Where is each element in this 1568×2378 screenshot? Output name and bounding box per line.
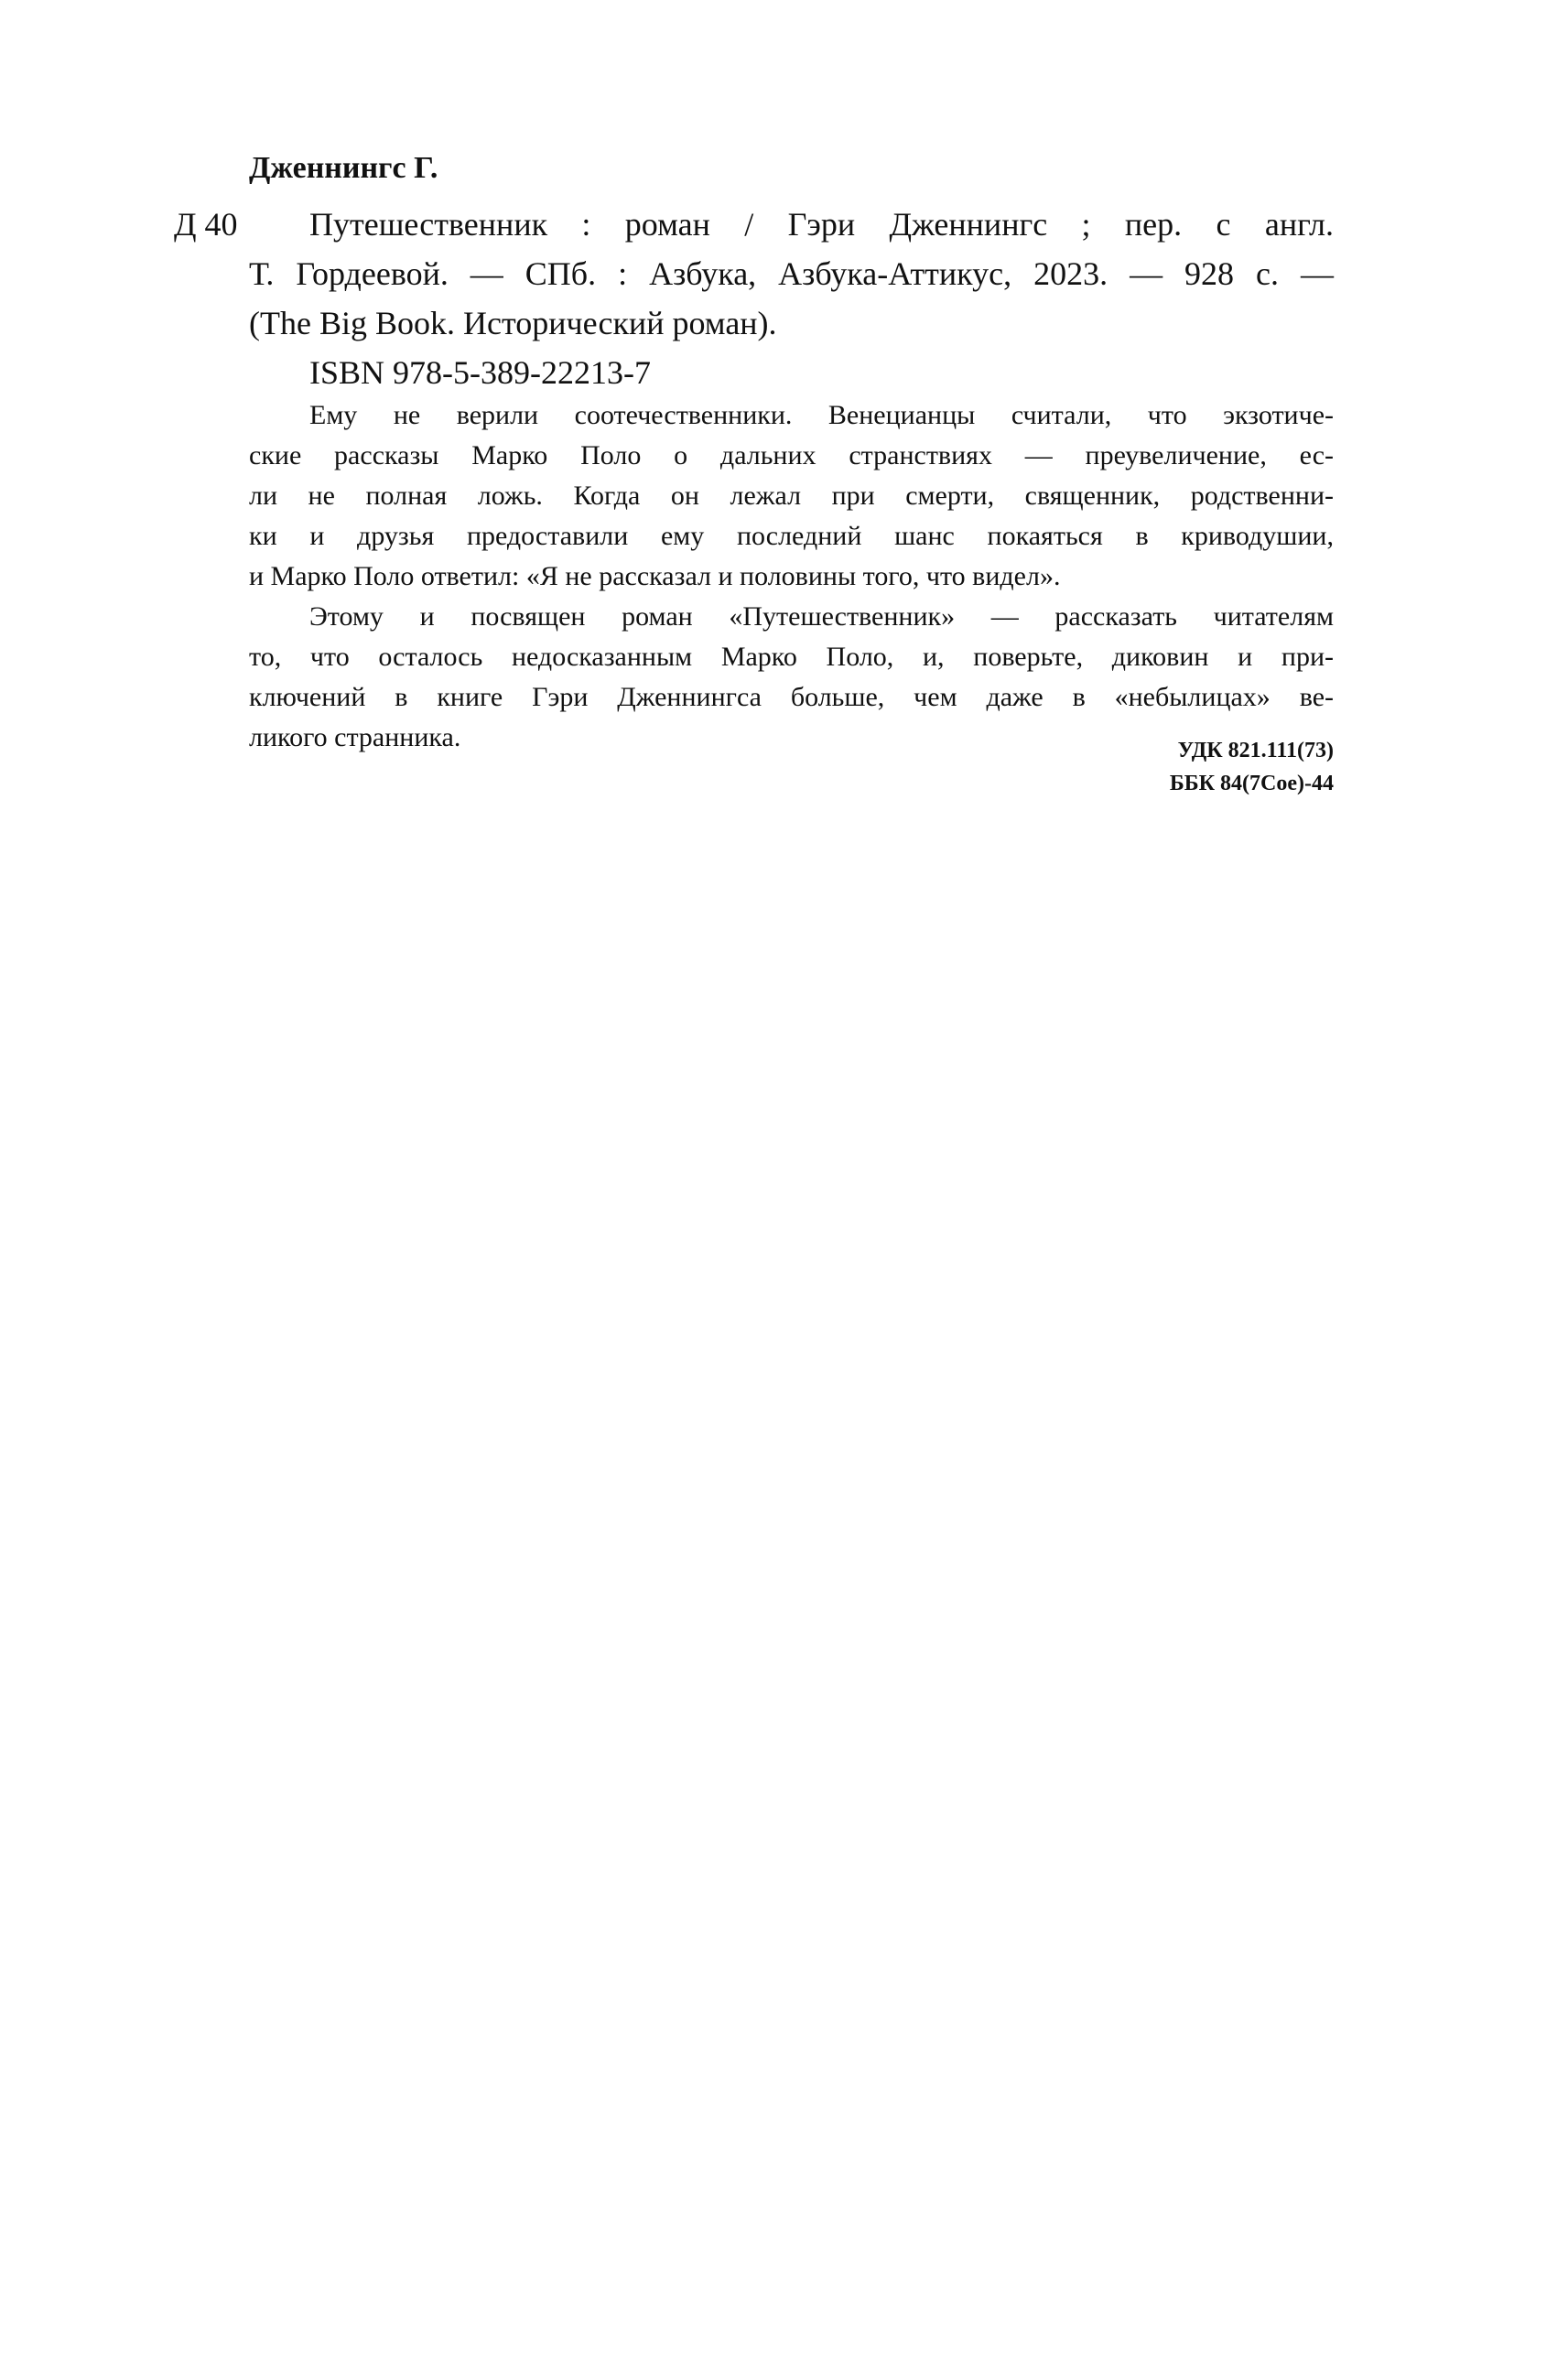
classification-codes [1170,734,1334,800]
udk-code: УДК 821.111(73) [1177,739,1334,762]
bib-line: (The Big Book. Исторический роман). [249,305,777,341]
bib-line: Путешественник : роман / Гэри Дженнингс ; пер. с англ. [309,206,1334,243]
bbk-code: ББК 84(7Сое)-44 [1169,772,1334,795]
annotation-line: ключений в книге Гэри Дженнингса больше, чем даже в «небылицах» ве- [249,682,1334,712]
author-heading: Дженнингс Г. [249,151,438,185]
annotation-line: ли не полная ложь. Когда он лежал при смерти, священник, родственни- [249,481,1334,511]
annotation-line: Ему не верили соотечественники. Венецианцы считали, что экзотиче- [309,400,1334,430]
author-mark: Д 40 [174,206,238,243]
annotation [249,395,1334,758]
annotation-line: ки и друзья предоставили ему последний шанс покаяться в криводушии, [249,521,1334,551]
isbn-line: ISBN 978-5-389-22213-7 [309,354,651,391]
annotation-line: ликого странника. [249,722,461,752]
bib-line: Т. Гордеевой. — СПб. : Азбука, Азбука-Аттикус, 2023. — 928 с. — [249,255,1334,292]
bibliographic-description [249,200,1334,348]
annotation-line: то, что осталось недосказанным Марко Поло, и, поверьте, диковин и при- [249,642,1334,672]
annotation-line: ские рассказы Марко Поло о дальних странствиях — преувеличение, ес- [249,440,1334,470]
annotation-line: Этому и посвящен роман «Путешественник» — рассказать читателям [309,601,1334,632]
annotation-line: и Марко Поло ответил: «Я не рассказал и половины того, что видел». [249,561,1061,591]
